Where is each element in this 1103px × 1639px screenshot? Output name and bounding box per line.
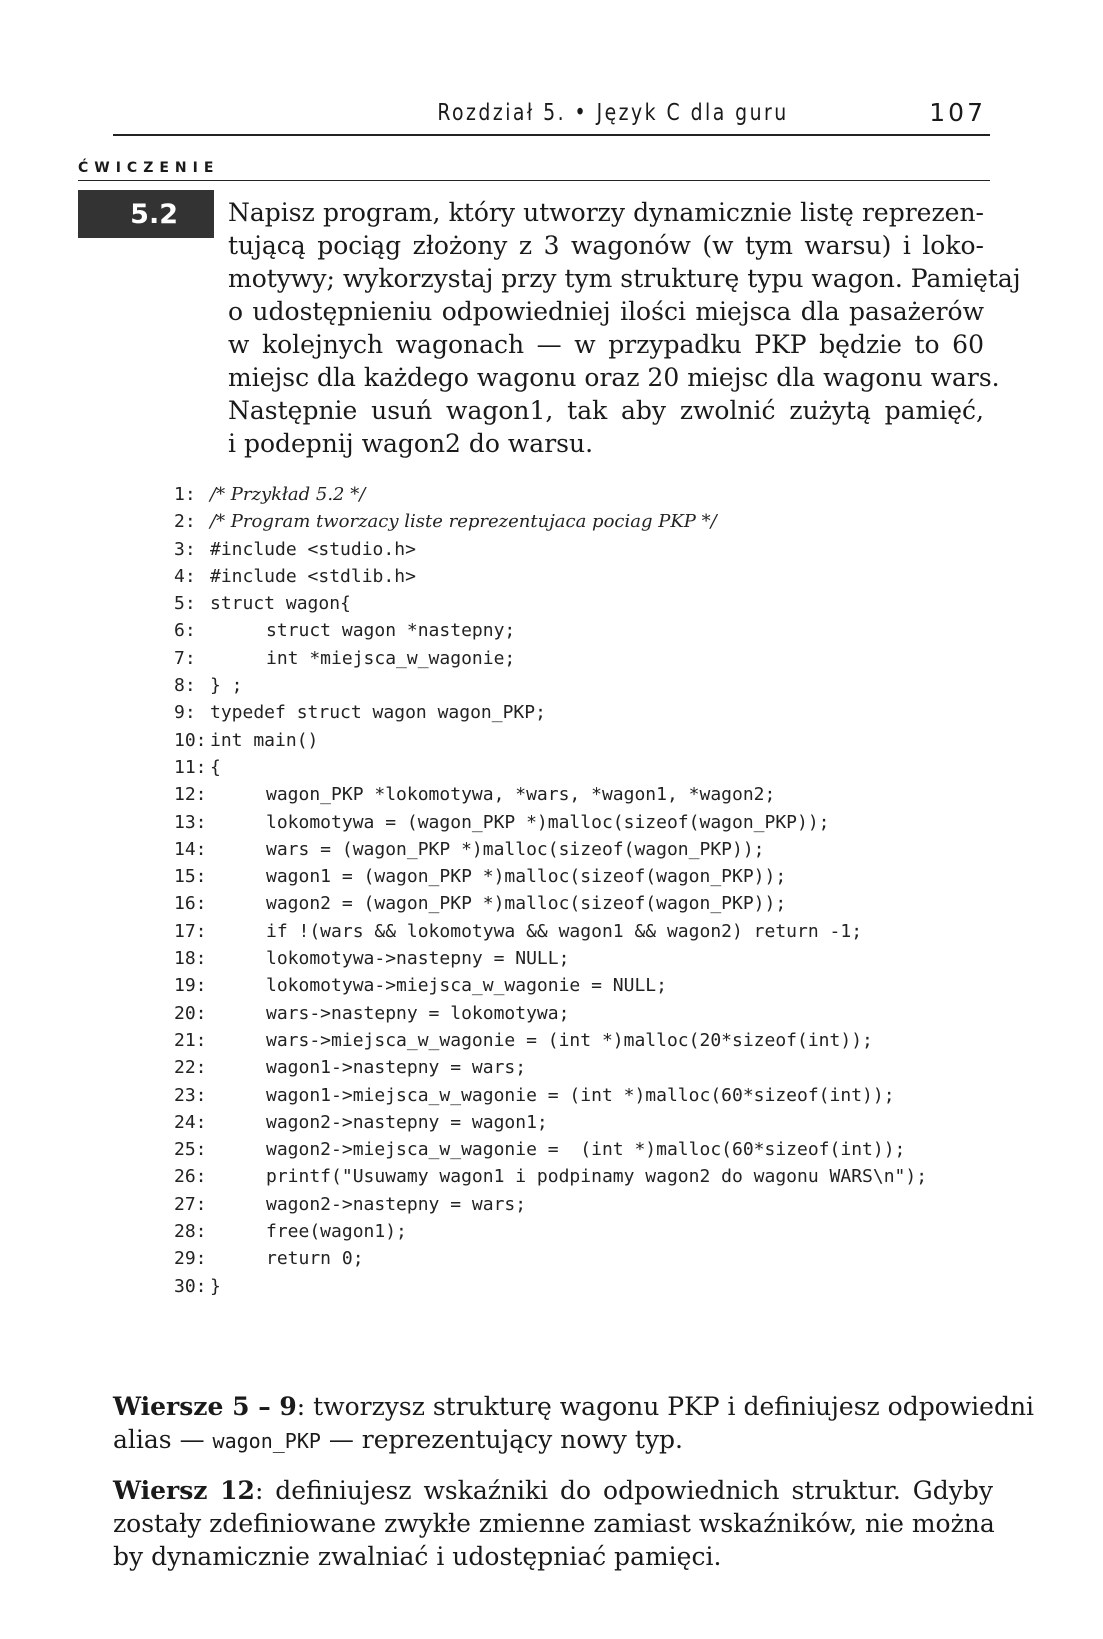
explanation-line <box>113 1423 993 1458</box>
exercise-label: ĆWICZENIE <box>78 160 220 176</box>
line-number: 1: <box>174 484 196 505</box>
exercise-line: miejsc dla każdego wagonu oraz 20 miejsc dla wagonu wars. <box>228 363 1000 392</box>
line-number: 26: <box>174 1166 207 1188</box>
line-number: 7: <box>174 647 196 669</box>
explanation-lines-5-9 <box>113 1390 1035 1458</box>
explanation-heading: Wiersz 12 <box>113 1476 255 1505</box>
exercise-line: Następnie usuń wagon1, tak aby zwolnić zużytą pamięć, <box>228 396 984 425</box>
line-number: 15: <box>174 866 207 888</box>
explanation-line <box>113 1390 1035 1423</box>
code-text: wagon1 = (wagon_PKP *)malloc(sizeof(wagon_PKP)); <box>266 866 787 888</box>
line-number: 18: <box>174 948 207 970</box>
line-number: 12: <box>174 784 207 806</box>
code-text: if !(wars && lokomotywa && wagon1 && wagon2) return -1; <box>266 920 863 942</box>
code-text: return 0; <box>266 1248 364 1270</box>
code-text: } <box>210 1275 221 1297</box>
line-number: 5: <box>174 593 196 615</box>
chapter-title: Rozdział 5. • Język C dla guru <box>437 100 789 126</box>
code-text: wagon2->miejsca_w_wagonie = (int *)malloc(60*sizeof(int)); <box>266 1139 906 1161</box>
code-text: wars = (wagon_PKP *)malloc(sizeof(wagon_PKP)); <box>266 838 765 860</box>
line-number: 10: <box>174 729 207 751</box>
code-text: struct wagon *nastepny; <box>266 620 516 642</box>
code-text: int *miejsca_w_wagonie; <box>266 647 516 669</box>
line-number: 24: <box>174 1111 207 1133</box>
line-number: 21: <box>174 1029 207 1051</box>
code-text: /* Program tworzacy liste reprezentujaca pociag PKP */ <box>210 511 717 533</box>
code-text: wars->nastepny = lokomotywa; <box>266 1002 570 1024</box>
code-text: int main() <box>210 729 319 751</box>
code-text: { <box>210 756 221 778</box>
code-text: wagon1->nastepny = wars; <box>266 1057 527 1079</box>
exercise-description <box>228 196 1021 460</box>
exercise-line: motywy; wykorzystaj przy tym strukturę typu wagon. Pamiętaj <box>228 264 1021 293</box>
line-number: 20: <box>174 1002 207 1024</box>
exercise-number-badge: 5.2 <box>78 190 214 238</box>
line-number: 22: <box>174 1057 207 1079</box>
line-number: 3: <box>174 538 196 560</box>
code-text: wagon2->nastepny = wars; <box>266 1193 527 1215</box>
code-text: free(wagon1); <box>266 1221 407 1243</box>
code-text: wagon2->nastepny = wagon1; <box>266 1111 548 1133</box>
line-number: 11: <box>174 756 207 778</box>
explanation-line: by dynamicznie zwalniać i udostępniać pamięci. <box>113 1542 722 1571</box>
line-number: 2: <box>174 511 196 533</box>
explanation-text: : definiujesz wskaźniki do odpowiednich struktur. Gdyby <box>254 1476 993 1505</box>
code-text: #include <studio.h> <box>210 538 416 560</box>
page-number: 107 <box>929 98 986 127</box>
code-text: lokomotywa = (wagon_PKP *)malloc(sizeof(wagon_PKP)); <box>266 811 830 833</box>
line-number: 9: <box>174 702 196 724</box>
code-text: wars->miejsca_w_wagonie = (int *)malloc(20*sizeof(int)); <box>266 1029 873 1051</box>
line-number: 6: <box>174 620 196 642</box>
explanation-line: zostały zdefiniowane zwykłe zmienne zamiast wskaźników, nie można <box>113 1509 995 1538</box>
line-number: 8: <box>174 675 196 697</box>
line-number: 29: <box>174 1248 207 1270</box>
line-number: 23: <box>174 1084 207 1106</box>
explanation-line-12 <box>113 1474 993 1573</box>
code-text: printf("Usuwamy wagon1 i podpinamy wagon2 do wagonu WARS\n"); <box>266 1166 928 1188</box>
line-number: 25: <box>174 1139 207 1161</box>
line-number: 27: <box>174 1193 207 1215</box>
code-text: wagon1->miejsca_w_wagonie = (int *)malloc(60*sizeof(int)); <box>266 1084 895 1106</box>
code-text: } ; <box>210 675 243 697</box>
code-text: /* Przykład 5.2 */ <box>210 484 366 505</box>
code-text: #include <stdlib.h> <box>210 565 416 587</box>
code-text: lokomotywa->nastepny = NULL; <box>266 948 570 970</box>
explanation-text: : tworzysz strukturę wagonu PKP i definiujesz odpowiedni <box>296 1392 1035 1421</box>
line-number: 4: <box>174 565 196 587</box>
explanation-heading: Wiersze 5 – 9 <box>113 1392 297 1421</box>
exercise-line: w kolejnych wagonach — w przypadku PKP będzie to 60 <box>228 330 984 359</box>
running-header <box>113 98 990 136</box>
line-number: 16: <box>174 893 207 915</box>
explanation-text: — reprezentujący nowy typ. <box>320 1425 683 1454</box>
line-number: 14: <box>174 838 207 860</box>
code-text: wagon_PKP *lokomotywa, *wars, *wagon1, *wagon2; <box>266 784 776 806</box>
exercise-line: i podepnij wagon2 do warsu. <box>228 429 594 458</box>
code-text: lokomotywa->miejsca_w_wagonie = NULL; <box>266 975 667 997</box>
exercise-line: Napisz program, który utworzy dynamicznie listę reprezen- <box>228 198 984 227</box>
code-text: struct wagon{ <box>210 593 351 615</box>
line-number: 30: <box>174 1275 207 1297</box>
explanation-line <box>113 1474 993 1507</box>
code-term: wagon_PKP <box>212 1429 321 1453</box>
code-text: wagon2 = (wagon_PKP *)malloc(sizeof(wagon_PKP)); <box>266 893 787 915</box>
code-text: typedef struct wagon wagon_PKP; <box>210 702 546 724</box>
line-number: 17: <box>174 920 207 942</box>
line-number: 28: <box>174 1221 207 1243</box>
explanation-text: alias — <box>113 1425 213 1454</box>
line-number: 13: <box>174 811 207 833</box>
exercise-line: tującą pociąg złożony z 3 wagonów (w tym warsu) i loko- <box>228 231 984 260</box>
exercise-line: o udostępnieniu odpowiedniej ilości miejsca dla pasażerów <box>228 297 984 326</box>
line-number: 19: <box>174 975 207 997</box>
exercise-divider <box>78 180 990 181</box>
